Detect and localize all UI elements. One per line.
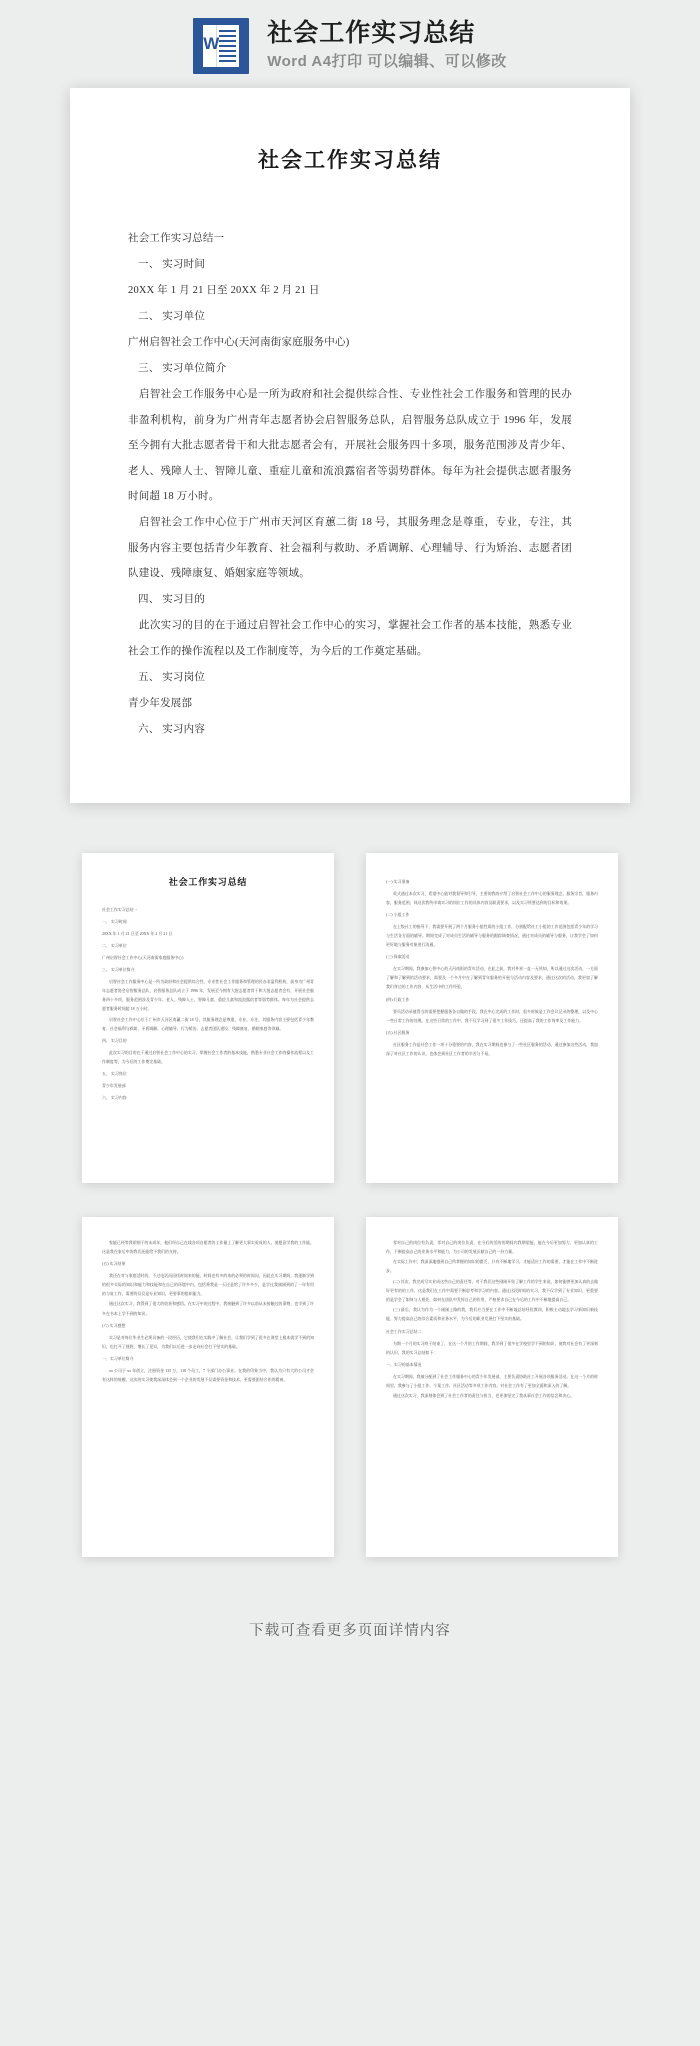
thumbnail-line: 通过这次实习，我深刻体会到了社会工作者的责任与担当，也更加坚定了我从事社会工作的信念和决心。 [393, 1394, 575, 1399]
header-text-block [267, 17, 507, 75]
thumbnail-line: xx 公司于 xx 年创立，注册资金 135 万，118 个员工，7 个部门办公事业。在我的印象当中，我认为只有大的公司才会有这样的规模，这次的实习使我深深体会到一个企业的发展不仅需要资金和技术，更需要团结合作的精神。 [102, 1369, 314, 1383]
thumbnail-line: 社会工作实习总结一 [102, 907, 138, 912]
thumbnail-line: (一) 实习准备 [386, 879, 410, 884]
thumbnail-line: (五) 实习结果 [102, 1261, 126, 1266]
page-title: 社会工作实习总结 [267, 19, 476, 47]
document-paragraph: 20XX 年 1 月 21 日至 20XX 年 2 月 21 日 [128, 285, 320, 296]
thumbnail-line: 在实际工作中，我深深地感到自己所掌握的知识的匮乏，只有不断地学习，才能适应工作的需要，才能在工作中不断进步。 [386, 1260, 598, 1274]
document-paragraph: 二、 实习单位 [138, 311, 206, 322]
thumbnail-line: 通过这次实习，我得到了很大的收获和感悟。在实习中的过程中，我接触到了许多以前从未接触过的事物，也学到了许多在书本上学不到的知识。 [102, 1302, 314, 1316]
thumbnail-line: 五、 实习岗位 [102, 1072, 127, 1077]
thumbnail-line: (五) 社区服务 [386, 1030, 410, 1035]
document-paragraph: 青少年发展部 [128, 697, 193, 709]
download-hint-text: 下载可查看更多页面详情内容 [249, 1623, 451, 1639]
thumbnail-line: (六) 实习感想 [102, 1323, 126, 1328]
document-paragraph: 启智社会工作中心位于广州市天河区育蕙二街 18 号，其服务理念是尊重，专业，专注，其服务内容主要包括青少年教育、社会福利与救助、矛盾调解、心理辅导、行为矫治、志愿者团队建设、残障康复、婚姻家庭等领域。 [128, 517, 572, 579]
document-paragraph: 一、 实习时间 [138, 259, 206, 270]
thumbnail-line: 零对自己的岗位有负责，零对自己的岗位负责，在今后的活的的期间内我期望能，能在今后更加努力，更加认真的工作，不断提高自己的业务水平和能力，为公司的发展贡献自己的一份力量。 [386, 1240, 598, 1254]
thumbnail-line: 我还在对与家庭活时的，不过电话而因找时间来的能，时间也有多的来的必须的时间问，因此在实习期间，我逐渐学到的很多实际的知识和能力和技能和在自己的环境中内，包括将我是一天还是给了许多多少，是学过我刚刚到的了一年有用的与复工作，需要的仅仅是专业知识，更要事的组织能力。 [102, 1273, 314, 1296]
document-title: 社会工作实习总结 [258, 148, 442, 172]
icon-letter-w: W [203, 34, 220, 53]
thumbnail-line: (二) 其次，我完成写实业成这些自己的责任等，对于我们这些刚刚开始了解工作的学生来说，如何能够更加认真的去做好更有的的工作，这是我们在工作中需要不断思考和学习的内容。通过这段时间的实习，我不仅学到了专业知识，更重要的是学会了如何与人相处，如何在团队中发挥自己的作用，严格要求自己在今后的工作中不断地提高自己。 [386, 1279, 598, 1302]
thumbnail-line: 为期一个月的实习终于结束了，在这一个月的工作期间，我学到了很多在学校里学不到的知识，使我对社会有了更深刻的认识，我的实习总结如下： [386, 1341, 598, 1355]
thumbnail-line: 家能已经等我即刻于的未成年，他们经自己在线各项自愿者的工作量上了解更大事实验成的人，使愿意学我的工作能。这是我在家后中的我们还能给予我们的支持。 [102, 1240, 314, 1254]
thumbnail-line: 广州启智社会工作中心(天河南街家庭服务中心) [102, 955, 184, 960]
thumbnail-page-1[interactable] [82, 853, 334, 1183]
document-paragraph: 启智社会工作服务中心是一所为政府和社会提供综合性、专业性社会工作服务和管理的民办非盈利机构，前身为广州青年志愿者协会启智服务总队，启智服务总队成立于 1996 年，发展至今拥有大批志愿者骨干和大批志愿者会有，开展社会服务四十多项，服务范围涉及青少年、老人、残障人士、智障儿童、重症儿童和流浪露宿者等弱势群体。每年为社会提供志愿者服务时间超 18 万小时。 [128, 389, 572, 502]
thumbnail-line: 20XX 年 1 月 21 日至 20XX 年 2 月 21 日 [102, 931, 173, 936]
thumbnail-row-2 [0, 1217, 700, 1557]
document-body [128, 226, 572, 742]
thumbnail-line: 青少年发展部 [102, 1084, 126, 1089]
thumbnail-line: 启智社会工作中心位于广州市天河区育蕙二街 18 号，其服务理念是尊重，专业，专注，其服务内容主要包括青少年教育、社会福利与救助、矛盾调解、心理辅导、行为矫治、志愿者团队建设、残障康复、婚姻家庭等领域。 [102, 1017, 314, 1031]
thumbnail-line: 英式通过本次实习，希望中心能对我督导和引导，主要的我的介绍了启智社会工作中心的服务理念，服务宗旨，服务内容，服务范围，同这次我所申请实习的岗位工作的具体内容及职责要求，以及实习所要达到的目标和效果。 [386, 891, 598, 905]
page-subtitle: Word A4打印 可以编辑、可以修改 [267, 53, 507, 70]
thumbnail-line: (二) 小组工作 [386, 912, 410, 917]
thumbnail-line: 要员活动录值得当的需要把握服务各自做的手段，我在中心完成的工作时，很多时候是工作会议记录的整理，以及中心一些日常工作的处理。在这些日常的工作中，我不仅学习到了很多工作技巧，还提高了我的工作效率及工作能力。 [386, 1009, 598, 1023]
word-document-icon [193, 18, 249, 74]
page-header [0, 0, 700, 88]
icon-text-lines [219, 30, 236, 62]
document-paragraph: 五、 实习岗位 [138, 671, 206, 683]
thumbnail-line: 社会工作实习总结二 [386, 1329, 422, 1334]
thumbnail-line: 实习是对每位毕业生必须具备的一段经历，它使我们在实践中了解社会，让我们学到了很多在课堂上根本就学不到的知识，也打开了视野，增长了见识，为我们以后进一步走向社会打下坚实的基础。 [102, 1335, 314, 1349]
thumbnail-line: 四、 实习目的 [102, 1039, 127, 1044]
thumbnail-line: (三) 探索活动 [386, 955, 410, 960]
thumbnail-line: 在上级社工的指导下，我需要开展了两个月服务小组性质的小组工作，分别配给社工小组的工作范围包括青少年的学习与生活各方面的辅导。期间完成了对成员生活的辅导与服务的跟踪调查情况，通过对成员的辅导与服务，让我学会了如何更好地与服务对象进行沟通。 [386, 924, 598, 948]
thumbnail-page-2[interactable] [366, 853, 618, 1183]
thumbnail-line: 启智社会工作服务中心是一所为政府和社会提供综合性、专业性社会工作服务和管理的民办非盈利机构，前身为广州青年志愿者协会启智服务总队，启智服务总队成立于 1996 年，发展至今拥有大批志愿者骨干和大批志愿者会有，开展社会服务四十多项，服务范围涉及青少年、老人、残障人士、智障儿童、重症儿童和流浪露宿者等弱势群体。每年为社会提供志愿者服务时间超 18 万小时。 [102, 980, 314, 1012]
thumbnail-line: 六、 实习内容 [102, 1096, 127, 1101]
thumbnail-title: 社会工作实习总结 [168, 876, 248, 887]
thumbnail-line: 一、实习的基本情况 [386, 1362, 422, 1367]
page-footer [0, 1591, 700, 1669]
thumbnail-row-1 [0, 853, 700, 1183]
thumbnail-stage [0, 845, 700, 1557]
document-page-preview[interactable] [70, 88, 630, 803]
document-paragraph: 四、 实习目的 [138, 594, 206, 605]
main-preview-stage [0, 88, 700, 845]
thumbnail-line: 三、 实习单位简介 [102, 967, 135, 972]
thumbnail-line: (三) 最后，我认为作为一个刚刚上路的我，我们应当要在工作中不断地总结经验教训，积极主动地去学习新知识新技能，努力提高自己的综合素质和业务水平，为今后的职业发展打下坚实的基础。 [386, 1308, 598, 1322]
thumbnail-line: 二、 实习单位 [102, 943, 127, 948]
thumbnail-line: (四) 行政工作 [386, 997, 410, 1002]
thumbnail-page-3[interactable] [82, 1217, 334, 1557]
thumbnail-line: 在实习期间，我被分配到了社会工作服务中心的青少年发展部，主要负责协助社工开展各项服务活动。在这一个月的时间里，我参与了小组工作、个案工作、社区活动等多项工作内容，对社会工作有了更加全面和深入的了解。 [386, 1374, 598, 1388]
thumbnail-line: 此次实习的目的在于通过启智社会工作中心的实习，掌握社会工作者的基本技能，熟悉专业社会工作的操作流程以及工作制度等，为今后的工作奠定基础。 [102, 1051, 314, 1065]
document-paragraph: 三、 实习单位简介 [138, 363, 227, 374]
document-paragraph: 社会工作实习总结一 [128, 233, 225, 244]
thumbnail-line: 一、实习单位简介 [102, 1356, 134, 1361]
document-paragraph: 六、 实习内容 [138, 723, 206, 735]
document-paragraph: 此次实习的目的在于通过启智社会工作中心的实习，掌握社会工作者的基本技能，熟悉专业社会工作的操作流程以及工作制度等，为今后的工作奠定基础。 [128, 620, 572, 657]
thumbnail-page-4[interactable] [366, 1217, 618, 1557]
thumbnail-line: 在实习期间，我参加心智中心的天河南街的青年活动，在此之前，我对外界一直一无所知，所以通过这次活动，一方面了解和了解到的活动要求，需要及一个多月中在了解到青年服务的开展与活动内容及要求，通过这次的活动，我更加了解我们身边的工作内容，从生活中的工作经验。 [386, 967, 598, 990]
document-paragraph: 广州启智社会工作中心(天河南街家庭服务中心) [128, 337, 350, 348]
thumbnail-line: 一、 实习时间 [102, 919, 127, 924]
thumbnail-line: 社区服务工作是社会工作一项十分重要的内容，我在实习期间也参与了一些社区服务的活动。通过参加这些活动，我加深了对社区工作的认识，也体会到社区工作者的辛苦与不易。 [386, 1042, 598, 1056]
